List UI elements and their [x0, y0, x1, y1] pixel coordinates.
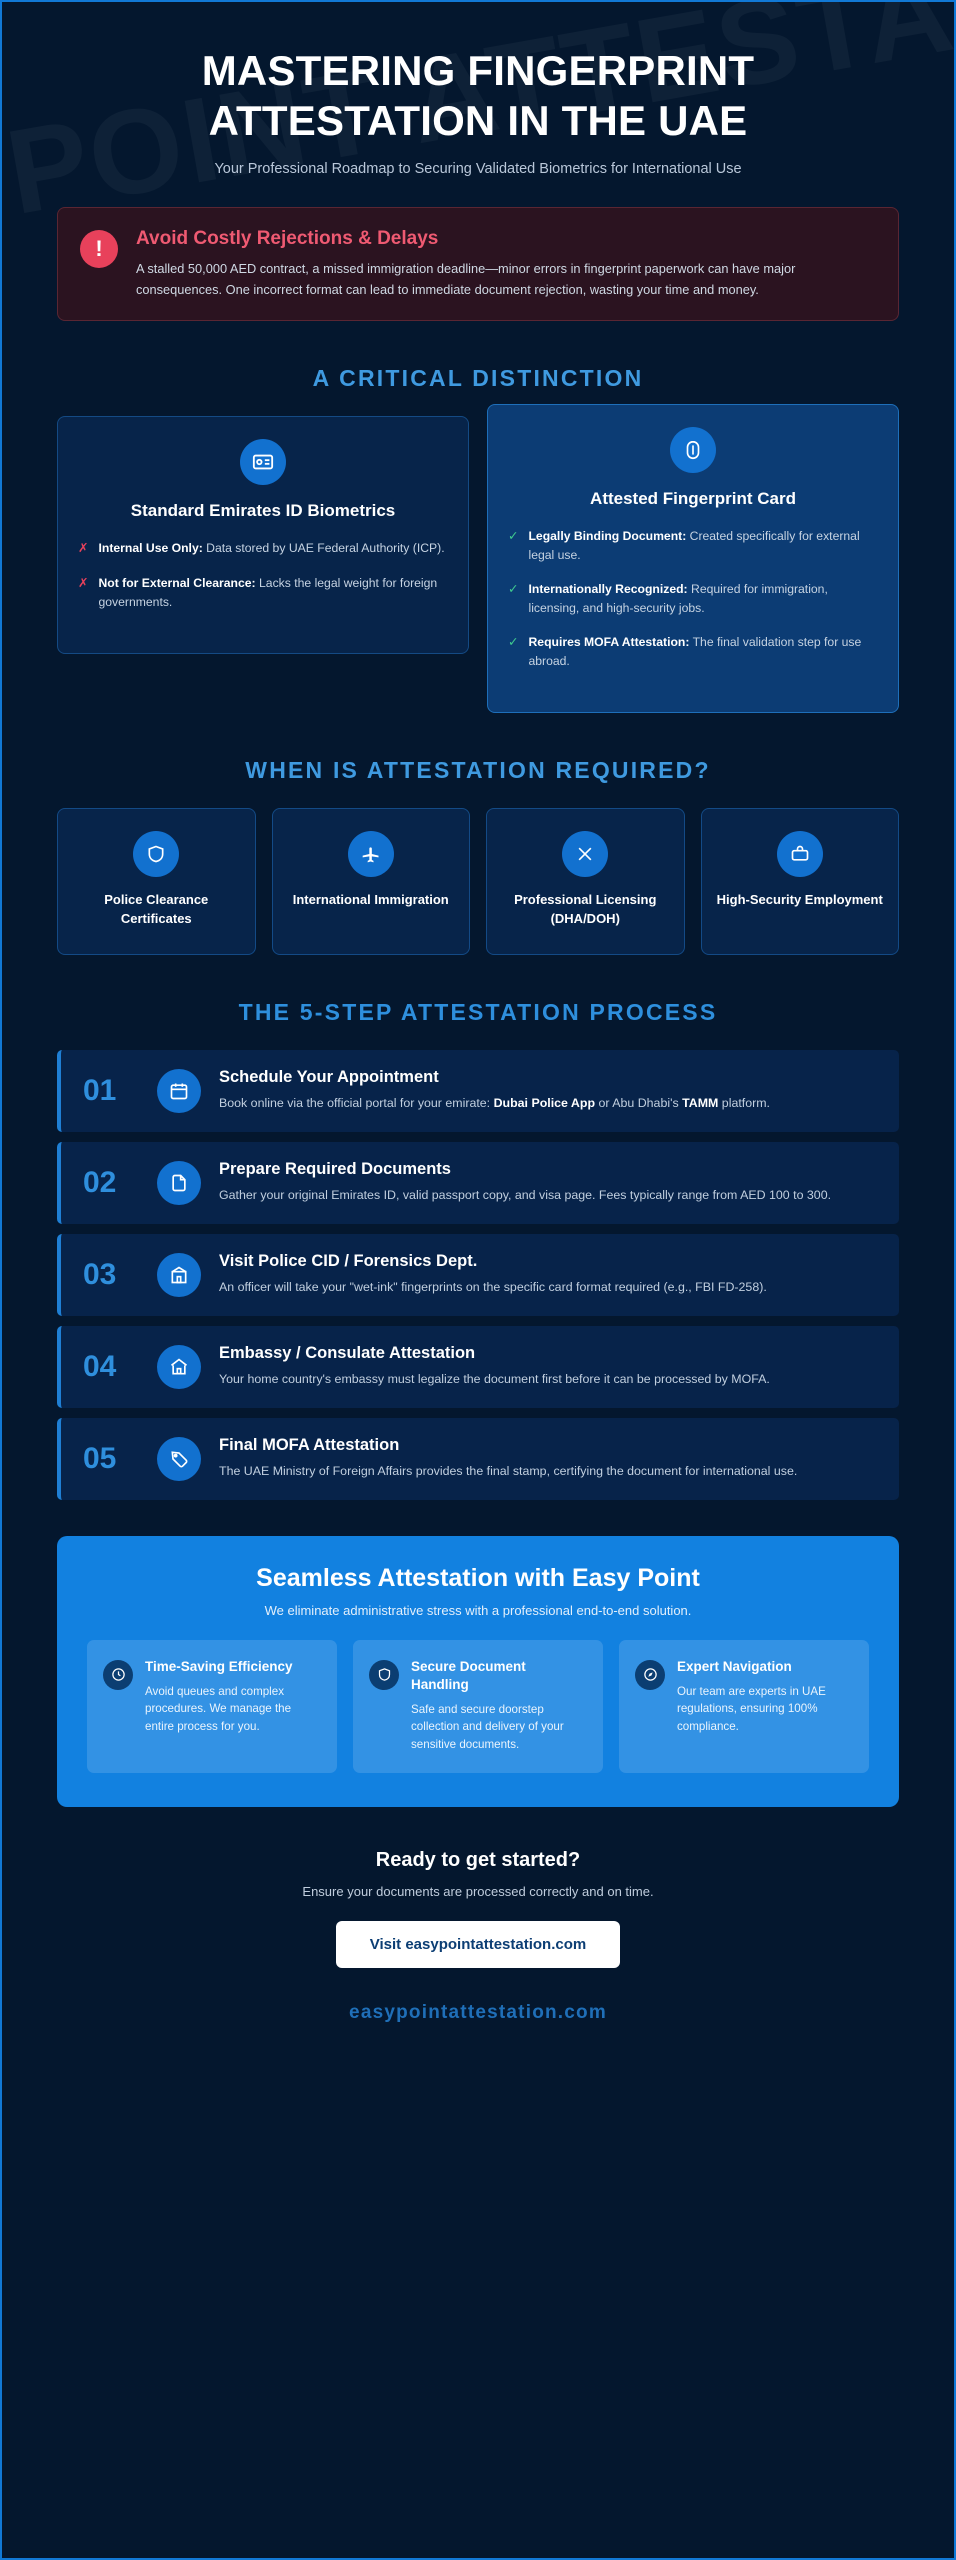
requirement-label: Professional Licensing (DHA/DOH) [514, 891, 657, 926]
comparison-title-standard: Standard Emirates ID Biometrics [130, 501, 396, 521]
promo-card-text: Avoid queues and complex procedures. We manage the entire process for you. [145, 1684, 292, 1733]
cross-icon: ✗ [78, 575, 89, 590]
requirement-card-employment [701, 808, 900, 956]
embassy-icon [157, 1345, 201, 1389]
step-item [57, 1418, 899, 1500]
promo-card-text: Our team are experts in UAE regulations, ensuring 100% compliance. [677, 1684, 826, 1733]
section-heading-when-required: WHEN IS ATTESTATION REQUIRED? [245, 756, 711, 783]
clock-icon [103, 1660, 133, 1690]
calendar-icon [157, 1069, 201, 1113]
warning-callout [57, 207, 899, 321]
step-item [57, 1050, 899, 1132]
lock-briefcase-icon [777, 831, 823, 877]
bullet-label: Not for External Clearance: [98, 575, 256, 590]
promo-subtitle: We eliminate administrative stress with a professional end-to-end solution. [264, 1602, 692, 1618]
step-title: Schedule Your Appointment [219, 1068, 439, 1087]
promo-card-secure [353, 1640, 603, 1774]
cross-icon: ✗ [78, 541, 89, 556]
bullet-text: Data stored by UAE Federal Authority (ICP). [206, 541, 445, 556]
step-title: Prepare Required Documents [219, 1160, 451, 1179]
warning-title: Avoid Costly Rejections & Delays [136, 228, 439, 250]
check-icon: ✓ [508, 582, 519, 597]
page-title [57, 46, 899, 145]
step-item [57, 1326, 899, 1408]
bullet-label: Internationally Recognized: [528, 582, 688, 597]
comparison-title-attested: Attested Fingerprint Card [590, 489, 796, 509]
bullet-text: The final validation step for use abroad. [528, 634, 862, 668]
compass-icon [635, 1660, 665, 1690]
step-description: Book online via the official portal for your emirate: Dubai Police App or Abu Dhabi's TAMM platform. [219, 1096, 771, 1111]
header [57, 2, 899, 177]
tag-stamp-icon [157, 1437, 201, 1481]
requirement-label: International Immigration [292, 891, 449, 907]
promo-card-text: Safe and secure doorstep collection and delivery of your sensitive documents. [411, 1703, 564, 1751]
promo-card-title: Expert Navigation [677, 1658, 792, 1674]
step-number: 01 [83, 1074, 117, 1108]
bullet-text: Lacks the legal weight for foreign governments. [98, 575, 438, 609]
promo-card-title: Time-Saving Efficiency [145, 1658, 293, 1674]
list-item [508, 580, 878, 618]
exclamation-icon: ! [80, 230, 118, 268]
page-title-line2: ATTESTATION IN THE UAE [208, 96, 748, 144]
step-number: 05 [83, 1441, 117, 1475]
promo-panel [57, 1536, 899, 1808]
id-card-icon [240, 439, 286, 485]
page-title-line1: MASTERING FINGERPRINT [201, 47, 755, 94]
fingerprint-icon [670, 427, 716, 473]
promo-card-expert [619, 1640, 869, 1774]
list-item [508, 633, 878, 671]
requirement-label: Police Clearance Certificates [104, 891, 209, 926]
requirement-label: High-Security Employment [716, 891, 883, 907]
bullet-label: Legally Binding Document: [528, 529, 687, 544]
comparison-card-attested [487, 404, 899, 712]
step-description: An officer will take your "wet-ink" fingerprints on the specific card format required (e.g., FBI FD-258). [219, 1280, 767, 1295]
visit-site-button[interactable]: Visit easypointattestation.com [336, 1921, 620, 1968]
requirement-card-licensing [486, 808, 685, 956]
footer-text: Ensure your documents are processed correctly and on time. [302, 1884, 654, 1900]
step-number: 03 [83, 1258, 117, 1292]
briefcase-medical-icon [562, 831, 608, 877]
step-title: Visit Police CID / Forensics Dept. [219, 1252, 478, 1271]
footer [57, 1849, 899, 2044]
list-item [78, 539, 448, 558]
step-title: Embassy / Consulate Attestation [219, 1343, 476, 1362]
page-subtitle: Your Professional Roadmap to Securing Validated Biometrics for International Use [214, 161, 742, 178]
building-icon [157, 1253, 201, 1297]
step-title: Final MOFA Attestation [219, 1435, 400, 1454]
bullet-text: Required for immigration, licensing, and high-security jobs. [528, 582, 828, 616]
step-description: Your home country's embassy must legalize the document first before it can be processed by MOFA. [219, 1371, 770, 1386]
airplane-icon [348, 831, 394, 877]
warning-body: A stalled 50,000 AED contract, a missed immigration deadline—minor errors in fingerprint paperwork can have major consequences. One incorrect format can lead to immediate document rejection, wasting your time and money. [136, 261, 796, 298]
step-description: The UAE Ministry of Foreign Affairs provides the final stamp, certifying the document for international use. [219, 1463, 798, 1478]
steps-list [57, 1050, 899, 1499]
shield-icon [133, 831, 179, 877]
bullet-label: Requires MOFA Attestation: [528, 634, 690, 649]
list-item [508, 527, 878, 565]
check-icon: ✓ [508, 634, 519, 649]
section-heading-distinction: A CRITICAL DISTINCTION [312, 365, 644, 392]
shield-check-icon [369, 1660, 399, 1690]
step-item [57, 1142, 899, 1224]
comparison-card-standard [57, 416, 469, 653]
step-description: Gather your original Emirates ID, valid passport copy, and visa page. Fees typically range from AED 100 to 300. [219, 1188, 832, 1203]
footer-heading: Ready to get started? [375, 1849, 581, 1872]
promo-card-title: Secure Document Handling [411, 1658, 526, 1692]
section-heading-process: THE 5-STEP ATTESTATION PROCESS [238, 999, 718, 1026]
requirement-card-immigration [272, 808, 471, 956]
bullet-label: Internal Use Only: [98, 541, 203, 556]
check-icon: ✓ [508, 529, 519, 544]
list-item [78, 574, 448, 612]
promo-card-time [87, 1640, 337, 1774]
requirements-group [57, 808, 899, 956]
requirement-card-police [57, 808, 256, 956]
promo-title: Seamless Attestation with Easy Point [256, 1563, 700, 1592]
comparison-group [57, 416, 899, 712]
step-number: 02 [83, 1166, 117, 1200]
document-icon [157, 1161, 201, 1205]
footer-brand: easypointattestation.com [349, 2002, 607, 2024]
step-number: 04 [83, 1349, 117, 1383]
step-item [57, 1234, 899, 1316]
bullet-text: Created specifically for external legal use. [528, 529, 860, 563]
